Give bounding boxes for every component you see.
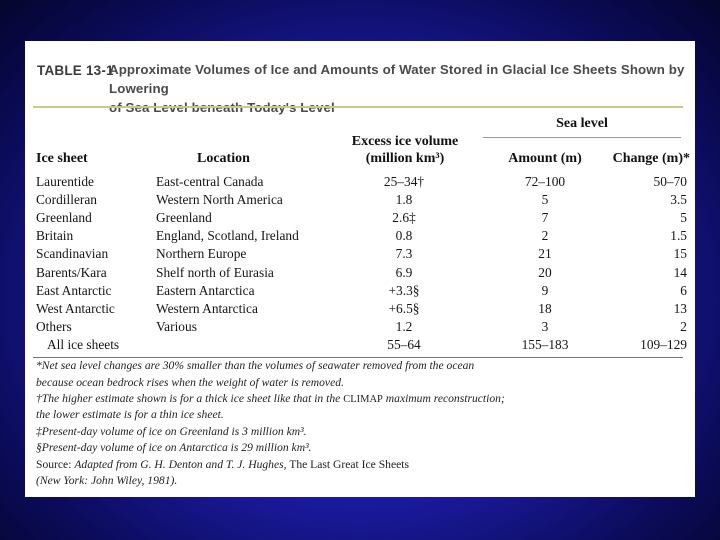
table-row [25,283,695,301]
cell-change: 15 [673,246,687,262]
cell-amount: 155–183 [521,336,569,352]
source-line: Source: Adapted from G. H. Denton and T. J. Hughes, The Last Great Ice Sheets [36,458,409,471]
cell-amount: 18 [538,300,552,316]
cell-excess-volume: +3.3§ [388,282,420,298]
header-ice-sheet: Ice sheet [36,151,88,166]
table-row [25,246,695,264]
cell-location: Greenland [156,210,212,226]
cell-ice-sheet: East Antarctic [36,282,112,298]
cell-amount: 3 [541,318,549,334]
table-row [25,337,695,355]
cell-location: Shelf north of Eurasia [156,264,274,280]
cell-ice-sheet: Laurentide [36,174,94,189]
table-title [109,60,689,117]
cell-ice-sheet: Barents/Kara [36,264,107,280]
sea-level-rule [483,137,681,138]
footnote-2b: the lower estimate is for a thin ice sheet. [36,408,224,421]
cell-change: 109–129 [640,336,687,352]
table-row [25,174,695,192]
cell-ice-sheet: Scandinavian [36,246,109,262]
cell-excess-volume: 2.6‡ [392,210,416,226]
cell-amount: 72–100 [524,174,566,189]
cell-excess-volume: 55–64 [387,336,421,352]
header-sea-level: Sea level [556,116,608,131]
header-amount: Amount (m) [508,151,582,166]
cell-change: 1.5 [670,228,687,244]
table-row [25,319,695,337]
footnote-2a: †The higher estimate shown is for a thick ice sheet like that in the CLIMAP maximum reconstruction; [36,392,505,405]
table-row [25,265,695,283]
table-number: TABLE 13-1 [37,63,114,78]
cell-ice-sheet: All ice sheets [47,336,120,352]
cell-amount: 5 [541,192,549,208]
cell-excess-volume: 0.8 [395,228,413,244]
top-rule [33,106,683,108]
cell-location: Eastern Antarctica [156,282,255,298]
cell-excess-volume: 6.9 [395,264,413,280]
cell-change: 13 [673,300,687,316]
cell-amount: 20 [538,264,552,280]
cell-excess-volume: 1.2 [395,318,413,334]
cell-change: 50–70 [653,174,687,189]
footnote-3: ‡Present-day volume of ice on Greenland is 3 million km³. [36,425,307,438]
cell-change: 2 [680,318,687,334]
cell-amount: 21 [538,246,552,262]
title-line-1: Approximate Volumes of Ice and Amounts of Water Stored in Glacial Ice Sheets Shown by Lowering [109,62,685,96]
cell-ice-sheet: Cordilleran [36,192,97,208]
cell-ice-sheet: West Antarctic [36,300,115,316]
header-location: Location [197,151,250,166]
cell-location: Western Antarctica [156,300,258,316]
cell-location: Northern Europe [156,246,247,262]
cell-ice-sheet: Britain [36,228,74,244]
cell-amount: 9 [541,282,549,298]
cell-amount: 2 [541,228,549,244]
footnote-1b: because ocean bedrock rises when the weight of water is removed. [36,376,344,389]
footnote-4: §Present-day volume of ice on Antarctica is 29 million km³. [36,441,312,454]
cell-location: Western North America [156,192,283,208]
header-change: Change (m)* [612,151,690,166]
source-line-2: (New York: John Wiley, 1981). [36,474,178,487]
cell-change: 14 [673,264,687,280]
cell-location: England, Scotland, Ireland [156,228,299,244]
cell-excess-volume: +6.5§ [388,300,420,316]
table-row [25,210,695,228]
cell-change: 5 [680,210,687,226]
table-row [25,192,695,210]
cell-excess-volume: 7.3 [395,246,413,262]
cell-amount: 7 [541,210,549,226]
footnote-1a: *Net sea level changes are 30% smaller than the volumes of seawater removed from the ocean [36,359,475,372]
cell-ice-sheet: Others [36,318,72,334]
cell-location: East-central Canada [156,174,264,189]
cell-excess-volume: 1.8 [395,192,413,208]
table-row [25,228,695,246]
cell-ice-sheet: Greenland [36,210,92,226]
header-excess-ice-volume: Excess ice volume (million km³) [351,134,459,166]
cell-change: 6 [680,282,687,298]
table-row [25,301,695,319]
cell-change: 3.5 [670,192,687,208]
cell-location: Various [156,318,197,334]
table-card [25,41,695,497]
cell-excess-volume: 25–34† [383,174,425,189]
